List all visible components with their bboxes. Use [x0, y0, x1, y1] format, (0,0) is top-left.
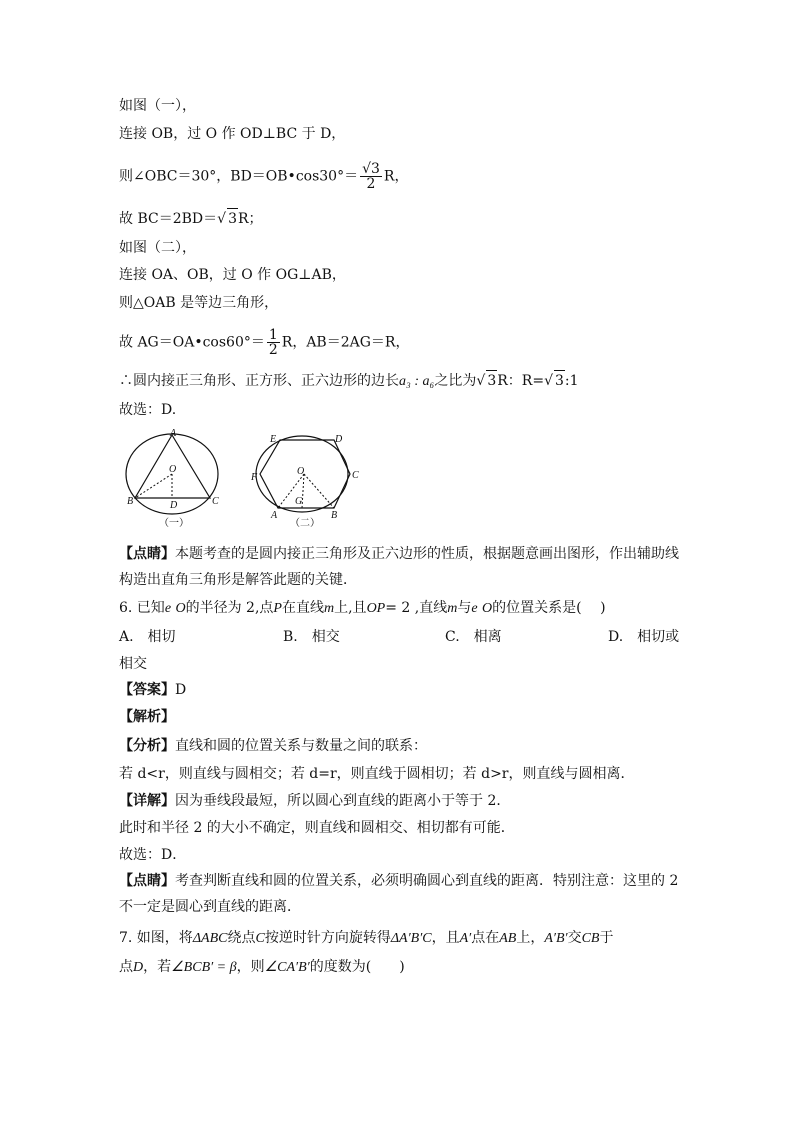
- label-c: C: [212, 496, 219, 507]
- text-segment: 7. 如图，将: [119, 930, 193, 946]
- question-6: [119, 598, 606, 619]
- fenxi-text: 直线和圆的位置关系与数量之间的联系：: [175, 738, 427, 754]
- text-segment: 与: [457, 600, 472, 616]
- math-var: m: [447, 601, 458, 616]
- tip-paragraph: [119, 541, 679, 593]
- math-var: m: [323, 601, 335, 616]
- math-var: A′B′: [544, 931, 568, 946]
- math-var: O: [482, 601, 493, 616]
- math-var: ΔA′B′C: [390, 931, 432, 946]
- tip-text: 考查判断直线和圆的位置关系，必须明确圆心到直线的距离．特别注意：这里的 2 不一定是圆心到直线的距离．: [119, 873, 679, 915]
- figure-one-caption: （一）: [159, 518, 189, 529]
- math-var: a₃ : a₆: [399, 374, 435, 389]
- text-segment: 则∠OBC＝30°，BD＝OB•cos30°＝: [119, 168, 359, 185]
- text-segment: R：R=: [497, 373, 545, 389]
- fraction: [360, 162, 382, 191]
- options-row: [119, 626, 679, 646]
- fraction-denominator: 2: [268, 342, 278, 358]
- detail-line: [119, 791, 510, 811]
- option-c[interactable]: C. 相离: [445, 629, 502, 645]
- answer-value: D: [175, 682, 187, 698]
- math-var: e: [471, 601, 478, 616]
- segment-ob: [304, 474, 334, 508]
- sqrt-radicand: 3: [554, 370, 565, 391]
- label-a: A: [271, 510, 278, 521]
- text-segment: ，若: [143, 959, 172, 975]
- math-var: O: [175, 601, 186, 616]
- text-segment: 于: [599, 930, 614, 946]
- math-var: OP: [366, 601, 386, 616]
- segment-ob: [135, 474, 172, 498]
- option-d-continued: 相交: [119, 656, 147, 672]
- text-segment: 的位置关系是( ): [492, 600, 606, 616]
- text-segment: 按逆时针方向旋转得: [264, 930, 391, 946]
- fenxi-tag: 【分析】: [119, 738, 175, 754]
- text-segment: 上，: [516, 930, 545, 946]
- text-segment: 交: [567, 930, 582, 946]
- analysis-tag: 【解析】: [119, 709, 175, 725]
- math-var: AB: [499, 931, 517, 946]
- text-segment: 在直线: [281, 600, 324, 616]
- tip-paragraph-2: [119, 868, 679, 920]
- text-line-3: [119, 162, 408, 191]
- math-var: A′: [459, 931, 472, 946]
- math-var: P: [273, 601, 282, 616]
- label-b: B: [331, 510, 338, 521]
- detail-text: 因为垂线段最短，所以圆心到直线的距离小于等于 2．: [175, 793, 511, 809]
- detail-line-2: 此时和半径 2 的大小不确定，则直线和圆相交、相切都有可能．: [119, 820, 515, 836]
- text-segment: :1: [564, 373, 579, 389]
- question-7-line-1: [119, 928, 613, 949]
- rule-line: 若 d<r，则直线与圆相交；若 d=r，则直线于圆相切；若 d>r，则直线与圆相离．: [119, 766, 635, 782]
- sqrt-radicand: 3: [227, 208, 238, 229]
- text-line-5: 如图（二），: [119, 240, 196, 256]
- label-d: D: [335, 434, 343, 445]
- text-segment: R；: [237, 211, 263, 227]
- label-d: D: [170, 500, 178, 511]
- text-segment: R，: [383, 168, 409, 185]
- text-line-10: 故选：D.: [119, 402, 177, 418]
- tip-tag: 【点睛】: [119, 873, 175, 889]
- text-segment: 点: [119, 959, 133, 975]
- sqrt-radicand: 3: [486, 370, 497, 391]
- fraction-numerator: √3: [362, 161, 380, 177]
- label-b: B: [127, 496, 134, 507]
- text-segment: ∴圆内接正三角形、正方形、正六边形的边长: [119, 373, 399, 389]
- text-line-9: ∴圆内接正三角形、正方形、正六边形的边长a₃ : a₆之比为√ 3R：R=√ 3:1: [119, 370, 579, 392]
- answer-tag: 【答案】: [119, 682, 175, 698]
- fraction: [267, 328, 280, 357]
- text-line-7: 则△OAB 是等边三角形，: [119, 295, 279, 311]
- text-segment: 的半径为 2,点: [185, 600, 274, 616]
- text-segment: 的度数为( ): [309, 959, 405, 975]
- text-segment: = 2 ,直线: [385, 600, 448, 616]
- tip-tag: 【点睛】: [119, 546, 175, 562]
- hexagon: [260, 440, 350, 508]
- math-var: ∠CA′B′: [264, 960, 310, 975]
- text-segment: ，则: [236, 959, 265, 975]
- text-line-2: 连接 OB，过 O 作 OD⊥BC 于 D，: [119, 126, 346, 142]
- label-g: G: [295, 496, 303, 507]
- detail-tag: 【详解】: [119, 793, 175, 809]
- text-segment: 点在: [471, 930, 500, 946]
- text-line-4: 故 BC＝2BD＝√ 3R；: [119, 208, 263, 229]
- figure-one: [119, 426, 229, 534]
- label-o: O: [169, 464, 177, 475]
- math-var: ΔABC: [192, 931, 228, 946]
- text-segment: ，且: [431, 930, 460, 946]
- math-var: e: [164, 601, 172, 616]
- label-c: C: [352, 470, 359, 481]
- math-var: C: [255, 931, 265, 946]
- math-var: CB: [581, 931, 600, 946]
- answer-line: [119, 680, 186, 700]
- text-segment: 故 BC＝2BD＝: [119, 211, 218, 227]
- option-d[interactable]: D. 相切或: [608, 629, 680, 645]
- text-line-8: [119, 328, 409, 357]
- text-segment: 之比为: [434, 373, 477, 389]
- text-segment: 6. 已知: [119, 600, 165, 616]
- fraction-denominator: 2: [366, 176, 376, 192]
- option-b[interactable]: B. 相交: [283, 629, 340, 645]
- option-a[interactable]: A. 相切: [119, 629, 176, 645]
- label-e: E: [270, 434, 277, 445]
- text-line-1: 如图（一），: [119, 98, 196, 114]
- label-a: A: [170, 428, 177, 439]
- question-7-line-2: [119, 957, 405, 978]
- fraction-numerator: 1: [268, 327, 278, 343]
- math-var: D: [133, 960, 144, 975]
- tip-text: 本题考查的是圆内接正三角形及正六边形的性质，根据题意画出图形，作出辅助线构造出直角三角形是解答此题的关键．: [119, 546, 679, 588]
- text-line-6: 连接 OA、OB，过 O 作 OG⊥AB，: [119, 267, 346, 283]
- fenxi-line: [119, 736, 427, 756]
- label-o: O: [297, 466, 305, 477]
- math-var: ∠BCB′ = β: [171, 960, 237, 975]
- text-segment: 上,且: [334, 600, 367, 616]
- label-f: F: [251, 472, 258, 483]
- segment-og: [302, 474, 304, 508]
- text-segment: 故 AG＝OA•cos60°＝: [119, 334, 265, 351]
- text-segment: R，AB＝2AG＝R，: [281, 334, 410, 351]
- figure-two: [247, 430, 367, 534]
- figure-two-caption: （二）: [290, 518, 320, 529]
- text-segment: 绕点: [227, 930, 256, 946]
- choose-line: 故选：D．: [119, 847, 187, 863]
